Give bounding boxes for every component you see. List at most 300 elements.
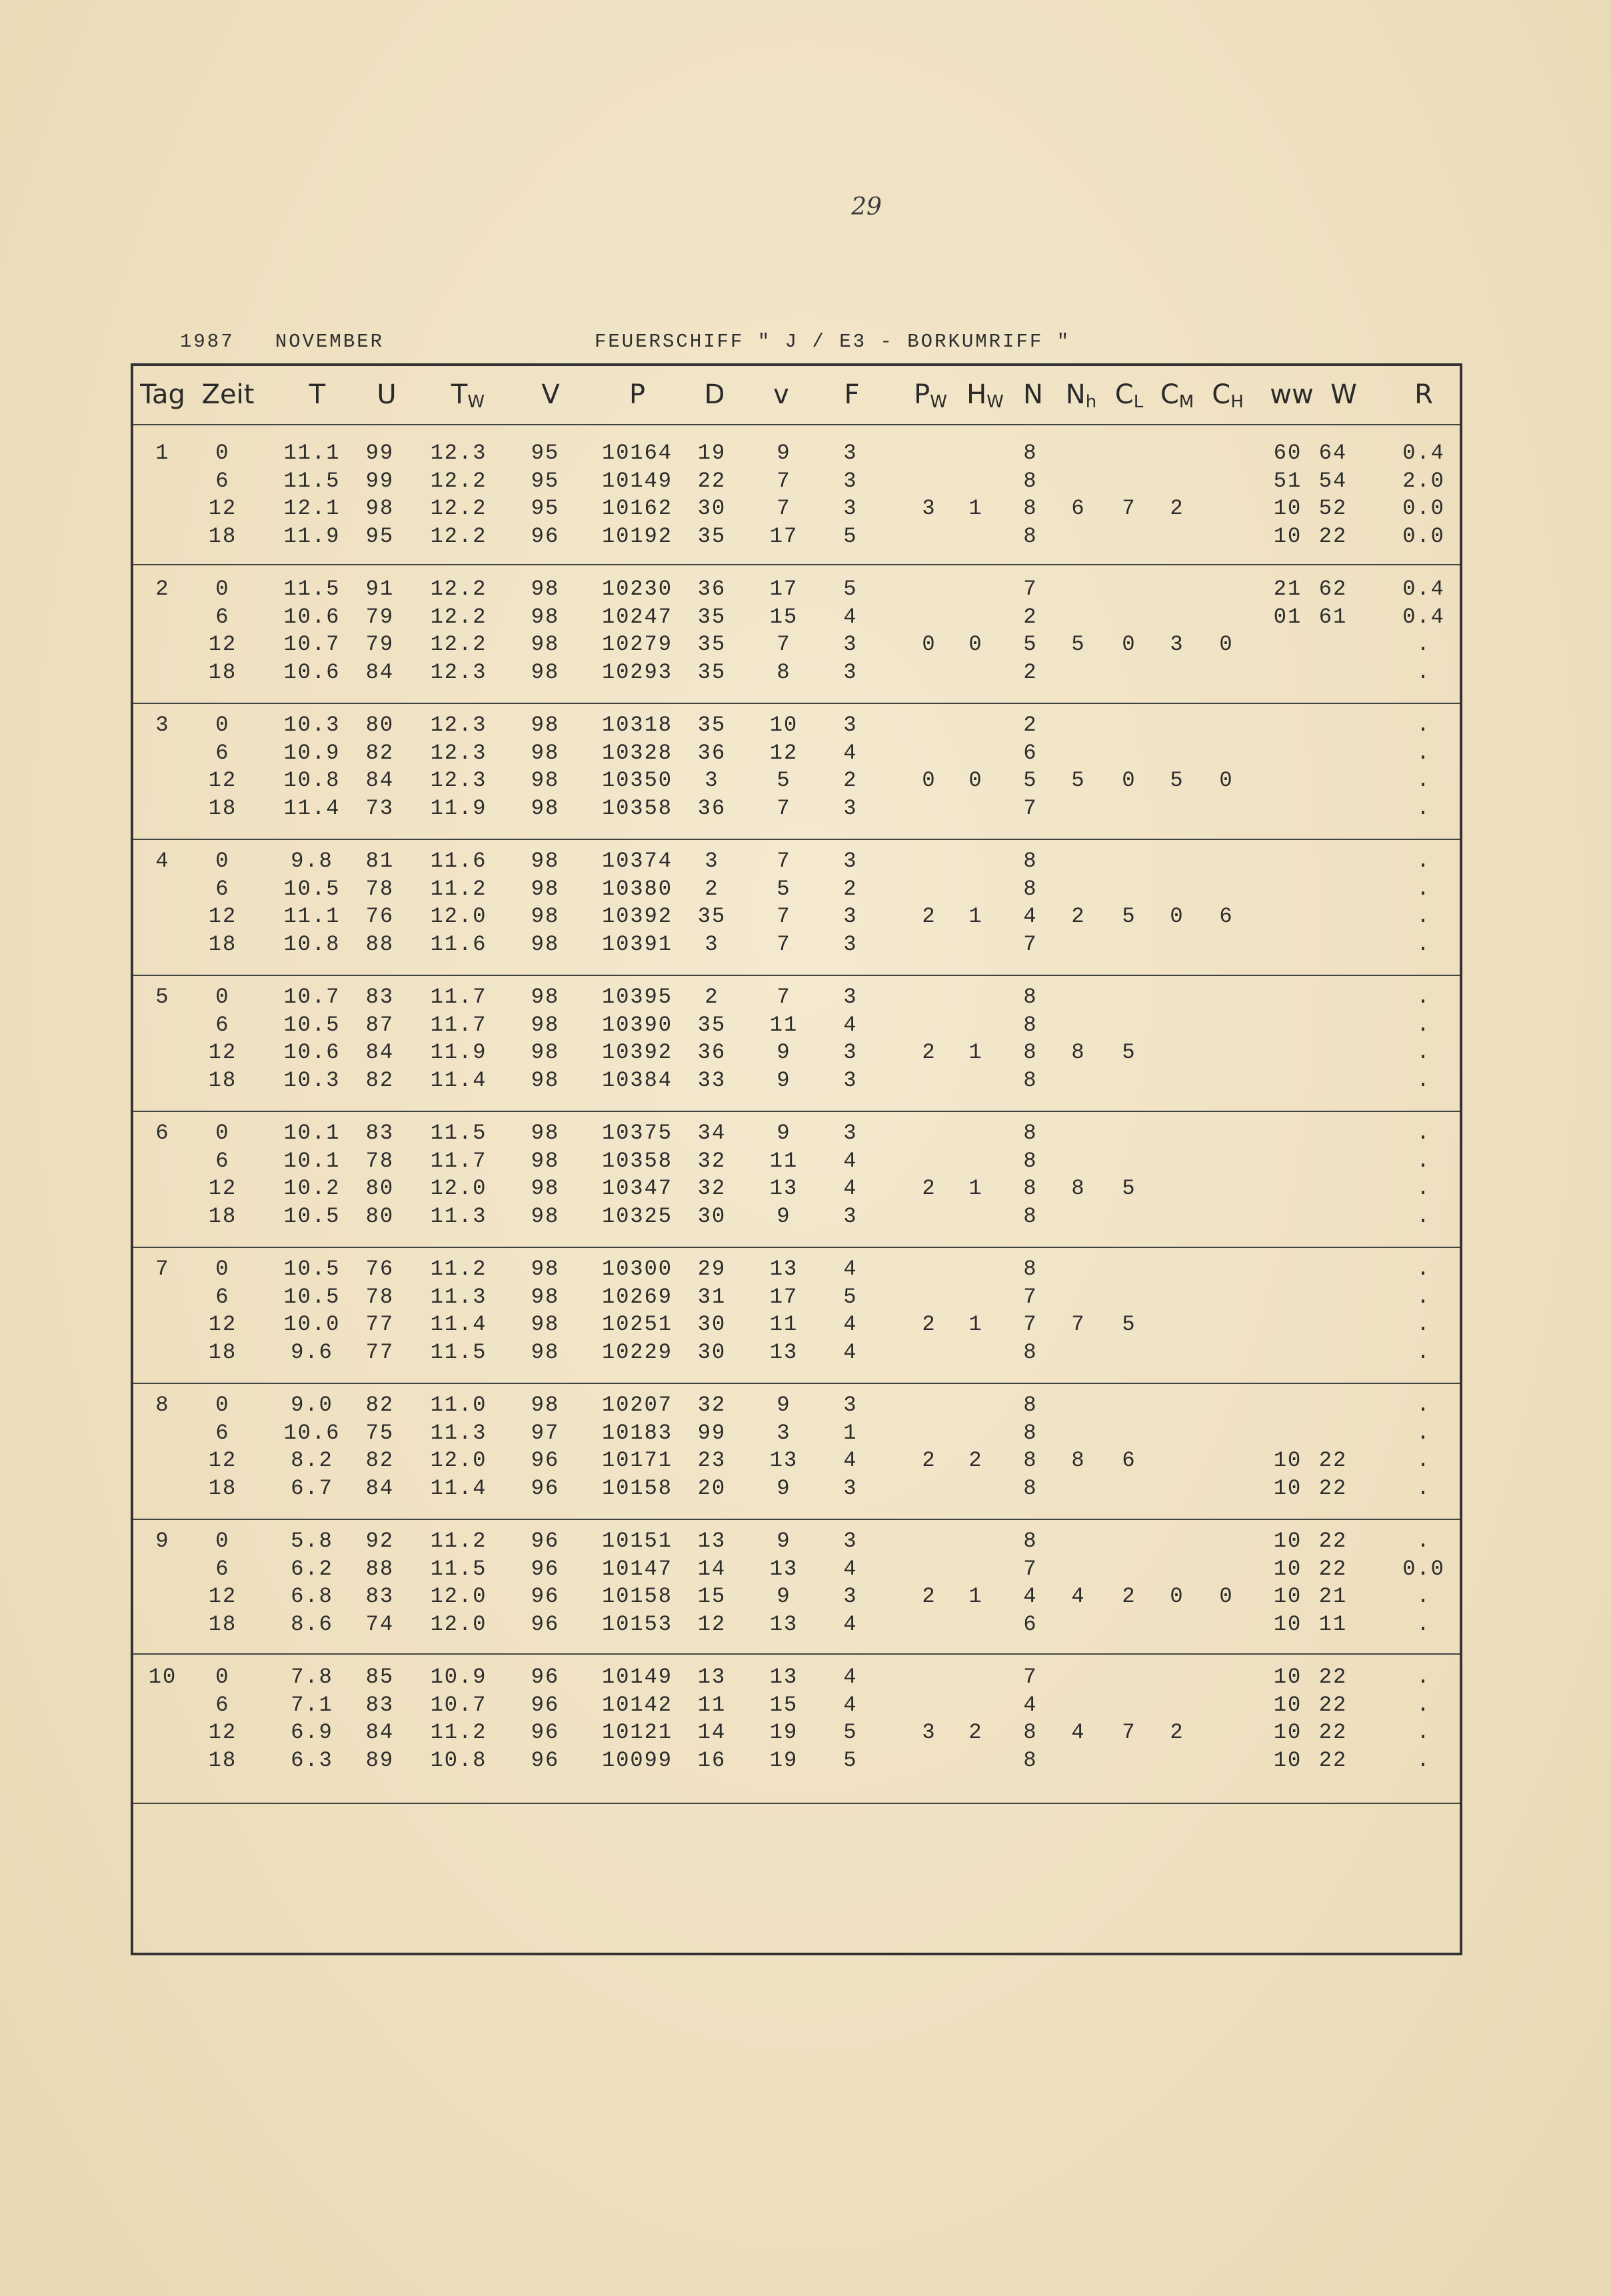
cell-v: 96 bbox=[531, 1475, 560, 1501]
cell-u: 79 bbox=[365, 604, 395, 629]
cell-ww: 10 bbox=[1273, 523, 1302, 549]
cell-r: 0.0 bbox=[1402, 1556, 1445, 1581]
cell-n: 8 bbox=[1023, 468, 1038, 493]
cell-ww: 60 bbox=[1273, 441, 1302, 465]
cell-tw: 12.0 bbox=[430, 1176, 487, 1201]
cell-vv: 9 bbox=[777, 1067, 791, 1093]
cell-n: 7 bbox=[1023, 1312, 1038, 1337]
cell-p: 10269 bbox=[601, 1284, 673, 1309]
cell-zeit: 12 bbox=[208, 632, 237, 657]
cell-n: 7 bbox=[1023, 1556, 1038, 1581]
header-separator-line bbox=[133, 424, 1460, 425]
cell-ww: 10 bbox=[1273, 1720, 1302, 1745]
cell-v: 98 bbox=[531, 1121, 560, 1145]
cell-hw: 0 bbox=[968, 632, 983, 657]
cell-zeit: 12 bbox=[208, 1448, 237, 1473]
cell-t: 10.5 bbox=[283, 1203, 341, 1229]
cell-vv: 10 bbox=[769, 713, 799, 737]
cell-t: 11.5 bbox=[283, 468, 341, 493]
cell-tw: 10.9 bbox=[430, 1665, 487, 1689]
cell-n: 8 bbox=[1023, 1747, 1038, 1773]
cell-vv: 13 bbox=[769, 1611, 799, 1637]
cell-vv: 7 bbox=[777, 904, 791, 929]
day-tag: 8 bbox=[155, 1393, 170, 1417]
cell-p: 10230 bbox=[601, 577, 673, 601]
cell-t: 6.7 bbox=[291, 1475, 333, 1501]
cell-zeit: 18 bbox=[208, 795, 237, 821]
cell-u: 81 bbox=[365, 849, 395, 873]
cell-vv: 13 bbox=[769, 1257, 799, 1281]
cell-hw: 1 bbox=[968, 1176, 983, 1201]
cell-u: 82 bbox=[365, 1393, 395, 1417]
day-separator-line bbox=[133, 839, 1460, 840]
cell-f: 3 bbox=[843, 904, 858, 929]
cell-n: 4 bbox=[1023, 1584, 1038, 1609]
cell-r: . bbox=[1416, 1257, 1431, 1281]
header-date: 1987 NOVEMBER bbox=[180, 331, 385, 353]
cell-f: 4 bbox=[843, 1611, 858, 1637]
col-header-ch: $C_H$ bbox=[1212, 379, 1244, 412]
cell-v: 96 bbox=[531, 1692, 560, 1717]
cell-pw: 3 bbox=[922, 1720, 936, 1745]
cell-tw: 12.3 bbox=[430, 740, 487, 765]
cell-r: . bbox=[1416, 931, 1431, 957]
cell-f: 4 bbox=[843, 1665, 858, 1689]
cell-tw: 12.3 bbox=[430, 441, 487, 465]
cell-d: 3 bbox=[705, 931, 719, 957]
cell-vv: 11 bbox=[769, 1148, 799, 1173]
cell-tw: 11.0 bbox=[430, 1393, 487, 1417]
cell-d: 29 bbox=[697, 1257, 727, 1281]
cell-t: 10.8 bbox=[283, 768, 341, 793]
cell-nh: 2 bbox=[1071, 904, 1086, 929]
cell-vv: 19 bbox=[769, 1720, 799, 1745]
cell-p: 10350 bbox=[601, 768, 673, 793]
cell-zeit: 0 bbox=[215, 1121, 230, 1145]
cell-vv: 9 bbox=[777, 1529, 791, 1553]
cell-f: 5 bbox=[843, 1284, 858, 1309]
cell-u: 84 bbox=[365, 1040, 395, 1065]
cell-w: 22 bbox=[1318, 1529, 1348, 1553]
cell-u: 77 bbox=[365, 1339, 395, 1365]
cell-ch: 0 bbox=[1219, 768, 1234, 793]
cell-t: 8.6 bbox=[291, 1611, 333, 1637]
cell-f: 3 bbox=[843, 468, 858, 493]
cell-n: 7 bbox=[1023, 577, 1038, 601]
cell-p: 10192 bbox=[601, 523, 673, 549]
cell-vv: 7 bbox=[777, 632, 791, 657]
cell-t: 12.1 bbox=[283, 496, 341, 521]
cell-d: 30 bbox=[697, 496, 727, 521]
cell-v: 98 bbox=[531, 768, 560, 793]
cell-u: 91 bbox=[365, 577, 395, 601]
cell-tw: 11.3 bbox=[430, 1420, 487, 1445]
cell-vv: 7 bbox=[777, 931, 791, 957]
cell-tw: 11.4 bbox=[430, 1312, 487, 1337]
cell-ww: 10 bbox=[1273, 1665, 1302, 1689]
cell-v: 96 bbox=[531, 523, 560, 549]
cell-f: 3 bbox=[843, 713, 858, 737]
cell-d: 30 bbox=[697, 1203, 727, 1229]
col-header-t: T bbox=[309, 379, 326, 410]
cell-ww: 10 bbox=[1273, 1611, 1302, 1637]
cell-u: 84 bbox=[365, 768, 395, 793]
cell-vv: 19 bbox=[769, 1747, 799, 1773]
cell-zeit: 6 bbox=[215, 740, 230, 765]
cell-r: . bbox=[1416, 1121, 1431, 1145]
cell-zeit: 6 bbox=[215, 1284, 230, 1309]
cell-pw: 2 bbox=[922, 1584, 936, 1609]
cell-r: . bbox=[1416, 1040, 1431, 1065]
cell-ww: 10 bbox=[1273, 1529, 1302, 1553]
cell-zeit: 18 bbox=[208, 659, 237, 685]
cell-n: 8 bbox=[1023, 1121, 1038, 1145]
day-tag: 7 bbox=[155, 1257, 170, 1281]
cell-t: 6.2 bbox=[291, 1556, 333, 1581]
cell-d: 31 bbox=[697, 1284, 727, 1309]
cell-f: 3 bbox=[843, 985, 858, 1009]
cell-tw: 11.2 bbox=[430, 1720, 487, 1745]
cell-t: 10.7 bbox=[283, 985, 341, 1009]
cell-v: 98 bbox=[531, 632, 560, 657]
cell-w: 22 bbox=[1318, 1556, 1348, 1581]
cell-t: 10.3 bbox=[283, 1067, 341, 1093]
cell-v: 98 bbox=[531, 604, 560, 629]
cell-f: 3 bbox=[843, 1393, 858, 1417]
cell-cm: 3 bbox=[1170, 632, 1184, 657]
cell-ww: 10 bbox=[1273, 1448, 1302, 1473]
cell-pw: 2 bbox=[922, 1312, 936, 1337]
cell-v: 98 bbox=[531, 1284, 560, 1309]
cell-f: 4 bbox=[843, 1556, 858, 1581]
cell-u: 78 bbox=[365, 1148, 395, 1173]
cell-n: 8 bbox=[1023, 496, 1038, 521]
cell-n: 8 bbox=[1023, 985, 1038, 1009]
cell-zeit: 0 bbox=[215, 985, 230, 1009]
cell-r: . bbox=[1416, 1012, 1431, 1037]
cell-zeit: 12 bbox=[208, 1584, 237, 1609]
cell-r: 0.0 bbox=[1402, 496, 1445, 521]
cell-p: 10279 bbox=[601, 632, 673, 657]
cell-v: 95 bbox=[531, 468, 560, 493]
cell-n: 7 bbox=[1023, 1284, 1038, 1309]
cell-r: . bbox=[1416, 1611, 1431, 1637]
cell-t: 10.5 bbox=[283, 1284, 341, 1309]
cell-tw: 10.7 bbox=[430, 1692, 487, 1717]
cell-p: 10384 bbox=[601, 1067, 673, 1093]
cell-u: 79 bbox=[365, 632, 395, 657]
day-tag: 5 bbox=[155, 985, 170, 1009]
cell-v: 98 bbox=[531, 1067, 560, 1093]
cell-vv: 8 bbox=[777, 659, 791, 685]
day-separator-line bbox=[133, 1247, 1460, 1248]
cell-p: 10149 bbox=[601, 1665, 673, 1689]
cell-vv: 9 bbox=[777, 1393, 791, 1417]
cell-d: 34 bbox=[697, 1121, 727, 1145]
cell-u: 84 bbox=[365, 1720, 395, 1745]
cell-r: . bbox=[1416, 713, 1431, 737]
cell-d: 35 bbox=[697, 523, 727, 549]
day-separator-line bbox=[133, 1653, 1460, 1655]
cell-p: 10147 bbox=[601, 1556, 673, 1581]
cell-vv: 5 bbox=[777, 876, 791, 901]
cell-vv: 3 bbox=[777, 1420, 791, 1445]
cell-zeit: 0 bbox=[215, 849, 230, 873]
cell-zeit: 18 bbox=[208, 931, 237, 957]
cell-u: 82 bbox=[365, 1448, 395, 1473]
cell-hw: 1 bbox=[968, 496, 983, 521]
cell-n: 7 bbox=[1023, 931, 1038, 957]
cell-u: 99 bbox=[365, 441, 395, 465]
day-tag: 1 bbox=[155, 441, 170, 465]
cell-f: 4 bbox=[843, 1692, 858, 1717]
cell-cl: 5 bbox=[1122, 1176, 1136, 1201]
cell-n: 8 bbox=[1023, 1176, 1038, 1201]
cell-d: 35 bbox=[697, 904, 727, 929]
cell-n: 4 bbox=[1023, 1692, 1038, 1717]
cell-t: 11.5 bbox=[283, 577, 341, 601]
cell-u: 83 bbox=[365, 1584, 395, 1609]
cell-v: 96 bbox=[531, 1665, 560, 1689]
cell-v: 98 bbox=[531, 1040, 560, 1065]
cell-f: 5 bbox=[843, 1720, 858, 1745]
cell-vv: 13 bbox=[769, 1448, 799, 1473]
cell-d: 36 bbox=[697, 740, 727, 765]
cell-tw: 12.0 bbox=[430, 1611, 487, 1637]
cell-r: . bbox=[1416, 768, 1431, 793]
cell-d: 3 bbox=[705, 768, 719, 793]
cell-u: 84 bbox=[365, 1475, 395, 1501]
cell-tw: 12.2 bbox=[430, 523, 487, 549]
cell-zeit: 0 bbox=[215, 1393, 230, 1417]
col-header-w: W bbox=[1330, 379, 1357, 410]
cell-n: 8 bbox=[1023, 1203, 1038, 1229]
cell-f: 3 bbox=[843, 1584, 858, 1609]
cell-zeit: 6 bbox=[215, 1148, 230, 1173]
cell-tw: 11.7 bbox=[430, 1148, 487, 1173]
cell-r: . bbox=[1416, 1665, 1431, 1689]
cell-v: 98 bbox=[531, 795, 560, 821]
cell-d: 35 bbox=[697, 604, 727, 629]
cell-u: 74 bbox=[365, 1611, 395, 1637]
cell-v: 98 bbox=[531, 659, 560, 685]
cell-v: 96 bbox=[531, 1720, 560, 1745]
col-header-v: V bbox=[541, 379, 560, 410]
cell-r: . bbox=[1416, 1176, 1431, 1201]
cell-vv: 7 bbox=[777, 496, 791, 521]
cell-t: 7.8 bbox=[291, 1665, 333, 1689]
cell-f: 4 bbox=[843, 1012, 858, 1037]
day-tag: 10 bbox=[148, 1665, 177, 1689]
day-tag: 4 bbox=[155, 849, 170, 873]
cell-d: 3 bbox=[705, 849, 719, 873]
cell-nh: 5 bbox=[1071, 768, 1086, 793]
header-station: FEUERSCHIFF " J / E3 - BORKUMRIFF " bbox=[595, 331, 1071, 353]
cell-cm: 2 bbox=[1170, 496, 1184, 521]
cell-pw: 2 bbox=[922, 1040, 936, 1065]
cell-tw: 12.0 bbox=[430, 904, 487, 929]
cell-vv: 13 bbox=[769, 1339, 799, 1365]
cell-t: 11.9 bbox=[283, 523, 341, 549]
cell-u: 80 bbox=[365, 713, 395, 737]
cell-t: 10.6 bbox=[283, 604, 341, 629]
cell-f: 4 bbox=[843, 1176, 858, 1201]
cell-tw: 11.9 bbox=[430, 1040, 487, 1065]
cell-t: 11.1 bbox=[283, 904, 341, 929]
cell-r: 0.4 bbox=[1402, 441, 1445, 465]
cell-n: 8 bbox=[1023, 1420, 1038, 1445]
cell-tw: 12.2 bbox=[430, 577, 487, 601]
cell-pw: 2 bbox=[922, 1448, 936, 1473]
cell-zeit: 18 bbox=[208, 1203, 237, 1229]
cell-cl: 6 bbox=[1122, 1448, 1136, 1473]
cell-f: 3 bbox=[843, 795, 858, 821]
cell-t: 10.0 bbox=[283, 1312, 341, 1337]
cell-p: 10229 bbox=[601, 1339, 673, 1365]
cell-w: 22 bbox=[1318, 1720, 1348, 1745]
cell-u: 88 bbox=[365, 1556, 395, 1581]
cell-vv: 13 bbox=[769, 1665, 799, 1689]
cell-r: 0.4 bbox=[1402, 604, 1445, 629]
cell-p: 10328 bbox=[601, 740, 673, 765]
cell-u: 80 bbox=[365, 1203, 395, 1229]
cell-nh: 5 bbox=[1071, 632, 1086, 657]
cell-d: 32 bbox=[697, 1176, 727, 1201]
cell-n: 8 bbox=[1023, 523, 1038, 549]
cell-ww: 21 bbox=[1273, 577, 1302, 601]
cell-n: 8 bbox=[1023, 849, 1038, 873]
cell-nh: 6 bbox=[1071, 496, 1086, 521]
cell-d: 36 bbox=[697, 795, 727, 821]
cell-t: 11.4 bbox=[283, 795, 341, 821]
cell-u: 73 bbox=[365, 795, 395, 821]
cell-p: 10207 bbox=[601, 1393, 673, 1417]
cell-p: 10325 bbox=[601, 1203, 673, 1229]
cell-nh: 8 bbox=[1071, 1040, 1086, 1065]
cell-d: 23 bbox=[697, 1448, 727, 1473]
cell-w: 21 bbox=[1318, 1584, 1348, 1609]
cell-u: 99 bbox=[365, 468, 395, 493]
cell-n: 8 bbox=[1023, 1339, 1038, 1365]
cell-tw: 11.7 bbox=[430, 1012, 487, 1037]
cell-d: 22 bbox=[697, 468, 727, 493]
cell-v: 98 bbox=[531, 876, 560, 901]
cell-u: 83 bbox=[365, 985, 395, 1009]
cell-d: 11 bbox=[697, 1692, 727, 1717]
cell-f: 5 bbox=[843, 577, 858, 601]
cell-v: 96 bbox=[531, 1448, 560, 1473]
col-header-ww: ww bbox=[1270, 379, 1314, 410]
cell-n: 6 bbox=[1023, 740, 1038, 765]
cell-vv: 9 bbox=[777, 1040, 791, 1065]
cell-v: 98 bbox=[531, 577, 560, 601]
cell-zeit: 0 bbox=[215, 1665, 230, 1689]
cell-p: 10158 bbox=[601, 1475, 673, 1501]
cell-vv: 13 bbox=[769, 1176, 799, 1201]
cell-cm: 2 bbox=[1170, 1720, 1184, 1745]
cell-t: 9.0 bbox=[291, 1393, 333, 1417]
cell-f: 4 bbox=[843, 1339, 858, 1365]
day-separator-line bbox=[133, 1383, 1460, 1384]
cell-zeit: 12 bbox=[208, 1040, 237, 1065]
cell-r: . bbox=[1416, 1529, 1431, 1553]
cell-hw: 0 bbox=[968, 768, 983, 793]
cell-d: 30 bbox=[697, 1339, 727, 1365]
cell-zeit: 6 bbox=[215, 1420, 230, 1445]
cell-cm: 0 bbox=[1170, 904, 1184, 929]
cell-d: 14 bbox=[697, 1720, 727, 1745]
cell-p: 10390 bbox=[601, 1012, 673, 1037]
cell-d: 35 bbox=[697, 1012, 727, 1037]
cell-u: 88 bbox=[365, 931, 395, 957]
cell-f: 5 bbox=[843, 1747, 858, 1773]
cell-v: 98 bbox=[531, 713, 560, 737]
col-header-f: F bbox=[844, 379, 860, 410]
cell-f: 4 bbox=[843, 1448, 858, 1473]
cell-r: . bbox=[1416, 985, 1431, 1009]
cell-f: 2 bbox=[843, 768, 858, 793]
cell-tw: 11.4 bbox=[430, 1067, 487, 1093]
cell-nh: 4 bbox=[1071, 1584, 1086, 1609]
page-number: 29 bbox=[851, 193, 882, 221]
cell-zeit: 12 bbox=[208, 1176, 237, 1201]
cell-t: 9.8 bbox=[291, 849, 333, 873]
cell-ww: 01 bbox=[1273, 604, 1302, 629]
cell-d: 32 bbox=[697, 1393, 727, 1417]
cell-t: 5.8 bbox=[291, 1529, 333, 1553]
cell-ww: 10 bbox=[1273, 1747, 1302, 1773]
cell-v: 98 bbox=[531, 904, 560, 929]
cell-u: 83 bbox=[365, 1121, 395, 1145]
cell-tw: 12.3 bbox=[430, 713, 487, 737]
cell-cl: 5 bbox=[1122, 1040, 1136, 1065]
cell-v: 98 bbox=[531, 1148, 560, 1173]
cell-w: 64 bbox=[1318, 441, 1348, 465]
cell-f: 3 bbox=[843, 441, 858, 465]
col-header-zeit: Zeit bbox=[201, 379, 255, 410]
cell-p: 10142 bbox=[601, 1692, 673, 1717]
cell-tw: 12.2 bbox=[430, 604, 487, 629]
cell-zeit: 0 bbox=[215, 1257, 230, 1281]
cell-tw: 11.5 bbox=[430, 1339, 487, 1365]
day-separator-line bbox=[133, 1111, 1460, 1112]
day-separator-line bbox=[133, 1803, 1460, 1804]
cell-zeit: 12 bbox=[208, 768, 237, 793]
cell-d: 13 bbox=[697, 1665, 727, 1689]
cell-f: 3 bbox=[843, 1203, 858, 1229]
cell-d: 12 bbox=[697, 1611, 727, 1637]
cell-r: . bbox=[1416, 1584, 1431, 1609]
col-header-cl: $C_L$ bbox=[1114, 379, 1144, 412]
cell-tw: 11.6 bbox=[430, 931, 487, 957]
cell-w: 54 bbox=[1318, 468, 1348, 493]
cell-tw: 12.0 bbox=[430, 1584, 487, 1609]
cell-vv: 11 bbox=[769, 1312, 799, 1337]
cell-vv: 13 bbox=[769, 1556, 799, 1581]
cell-p: 10164 bbox=[601, 441, 673, 465]
cell-d: 99 bbox=[697, 1420, 727, 1445]
cell-cl: 0 bbox=[1122, 768, 1136, 793]
cell-tw: 12.2 bbox=[430, 496, 487, 521]
cell-nh: 8 bbox=[1071, 1176, 1086, 1201]
cell-f: 3 bbox=[843, 659, 858, 685]
cell-zeit: 18 bbox=[208, 1475, 237, 1501]
col-header-pw: $P_W$ bbox=[914, 379, 947, 412]
cell-d: 2 bbox=[705, 876, 719, 901]
cell-v: 98 bbox=[531, 849, 560, 873]
cell-zeit: 12 bbox=[208, 496, 237, 521]
cell-zeit: 18 bbox=[208, 523, 237, 549]
